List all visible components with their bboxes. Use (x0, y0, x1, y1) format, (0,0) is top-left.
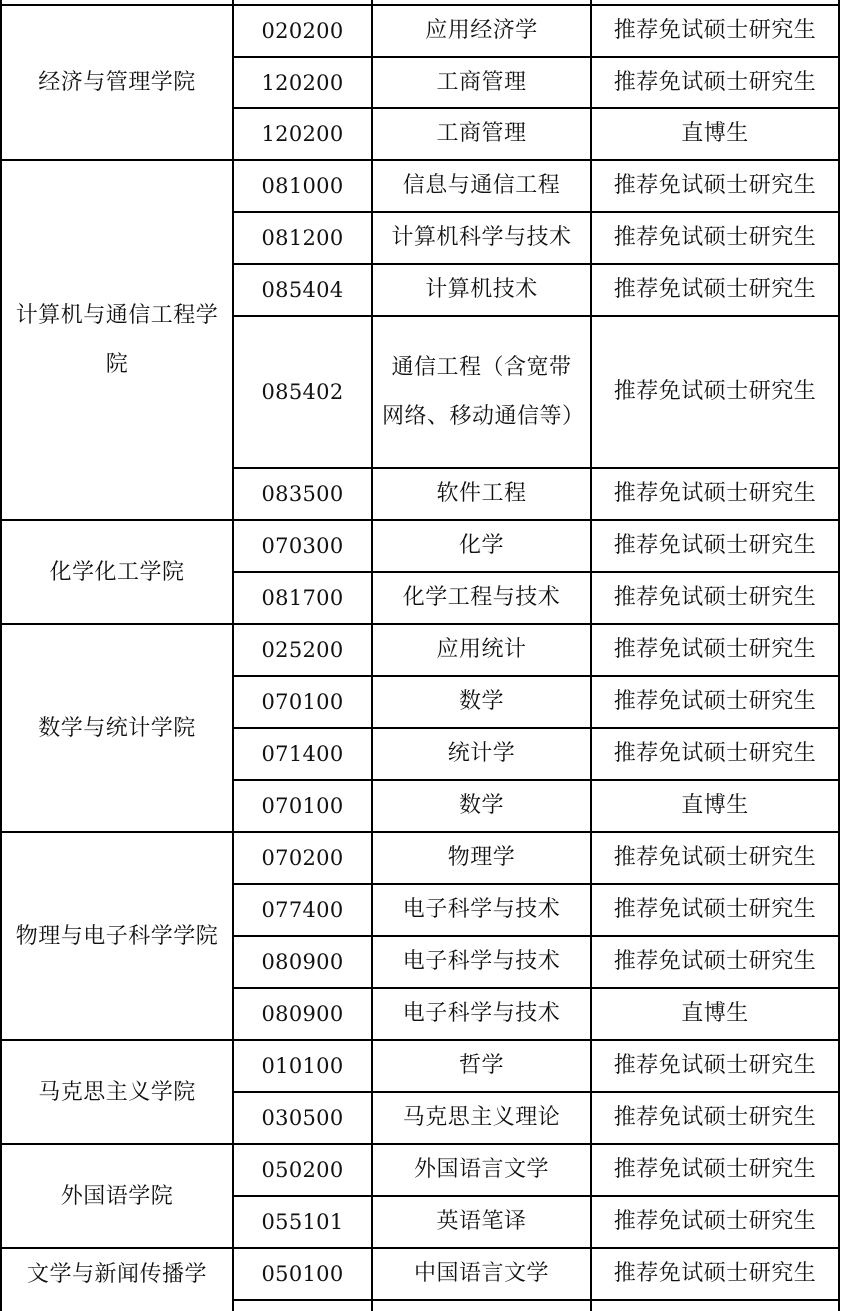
major-name-cell: 中国语言文学 (413, 1261, 549, 1286)
program-code-cell: 070300 (261, 534, 344, 558)
major-name-cell: 工商管理 (436, 69, 527, 95)
admission-type-cell: 推荐免试硕士研究生 (613, 689, 817, 714)
admission-type-cell: 推荐免试硕士研究生 (613, 637, 817, 662)
major-name-cell: 应用经济学 (425, 18, 538, 43)
program-code-cell: 120200 (261, 122, 344, 146)
grid-horizontal-line (233, 4, 839, 6)
program-code-cell: 071400 (261, 742, 344, 766)
major-name-cell: 数学 (458, 793, 504, 818)
admission-type-cell: 推荐免试硕士研究生 (613, 1261, 817, 1286)
college-name-cell: 马克思主义学院 (38, 1079, 196, 1105)
major-name-cell: 工商管理 (436, 121, 527, 146)
admission-type-cell: 推荐免试硕士研究生 (613, 741, 817, 766)
program-code-cell: 070100 (261, 690, 344, 714)
major-name-cell: 哲学 (458, 1053, 504, 1078)
grid-horizontal-line (233, 883, 839, 885)
admission-type-cell: 推荐免试硕士研究生 (613, 18, 817, 43)
major-name-cell: 英语笔译 (436, 1209, 527, 1234)
major-name-cell: 计算机科学与技术 (391, 225, 572, 250)
college-divider-line (1, 519, 233, 521)
admission-type-cell: 推荐免试硕士研究生 (613, 949, 817, 974)
college-name-cell: 计算机与通信工程学院 (15, 303, 219, 377)
grid-horizontal-line (233, 935, 839, 937)
grid-horizontal-line (233, 675, 839, 677)
major-name-cell: 物理学 (447, 845, 516, 870)
program-code-cell: 081200 (261, 226, 344, 250)
college-divider-line (1, 831, 233, 833)
admission-type-cell: 推荐免试硕士研究生 (613, 69, 817, 95)
grid-horizontal-line (233, 727, 839, 729)
admission-type-cell: 推荐免试硕士研究生 (613, 1157, 817, 1182)
college-name-cell: 外国语学院 (60, 1183, 174, 1209)
program-code-cell: 055101 (261, 1210, 344, 1234)
admission-type-cell: 推荐免试硕士研究生 (613, 481, 817, 506)
program-code-cell: 030500 (261, 1106, 344, 1130)
admission-type-cell: 直博生 (681, 793, 749, 818)
major-name-cell: 电子科学与技术 (402, 897, 561, 922)
grid-horizontal-line (233, 1195, 839, 1197)
admission-type-cell: 推荐免试硕士研究生 (613, 225, 817, 250)
college-divider-line (1, 159, 233, 161)
college-divider-line (1, 623, 233, 625)
grid-horizontal-line (233, 263, 839, 265)
program-code-cell: 050100 (261, 1262, 344, 1286)
college-name-cell: 文学与新闻传播学 (26, 1261, 207, 1287)
program-code-cell: 085404 (261, 278, 344, 302)
program-code-cell: 025200 (261, 638, 344, 662)
program-code-cell: 081000 (261, 174, 344, 198)
program-code-cell: 070100 (261, 794, 344, 818)
major-name-cell: 马克思主义理论 (402, 1105, 561, 1130)
grid-horizontal-line (233, 56, 839, 58)
major-name-cell: 应用统计 (436, 637, 527, 662)
admission-type-cell: 推荐免试硕士研究生 (613, 845, 817, 870)
major-name-cell: 电子科学与技术 (402, 949, 561, 974)
admission-type-cell: 直博生 (681, 1001, 749, 1026)
grid-horizontal-line (233, 987, 839, 989)
admission-type-cell: 推荐免试硕士研究生 (613, 173, 817, 198)
grid-horizontal-line (233, 831, 839, 833)
college-name-cell: 数学与统计学院 (38, 715, 196, 741)
major-name-cell: 化学工程与技术 (402, 585, 561, 610)
program-code-cell: 080900 (261, 950, 344, 974)
major-name-cell: 通信工程（含宽带网络、移动通信等） (382, 355, 585, 429)
admission-type-cell: 推荐免试硕士研究生 (613, 897, 817, 922)
grid-horizontal-line (233, 315, 839, 317)
grid-horizontal-line (233, 107, 839, 109)
grid-horizontal-line (233, 159, 839, 161)
admission-type-cell: 推荐免试硕士研究生 (613, 1053, 817, 1078)
program-code-cell: 070200 (261, 846, 344, 870)
college-divider-line (1, 1247, 233, 1249)
program-code-cell: 010100 (261, 1054, 344, 1078)
admission-type-cell: 推荐免试硕士研究生 (613, 277, 817, 302)
program-code-cell: 080900 (261, 1002, 344, 1026)
major-name-cell: 化学 (458, 533, 504, 558)
admission-type-cell: 推荐免试硕士研究生 (613, 533, 817, 558)
admission-type-cell: 推荐免试硕士研究生 (613, 1105, 817, 1130)
program-code-cell: 077400 (261, 898, 344, 922)
college-name-cell: 化学化工学院 (49, 559, 185, 585)
program-code-cell: 050200 (261, 1158, 344, 1182)
grid-horizontal-line (233, 467, 839, 469)
major-name-cell: 计算机技术 (425, 277, 538, 302)
college-name-cell: 物理与电子科学学院 (15, 923, 219, 949)
program-code-cell: 085402 (261, 380, 344, 404)
grid-horizontal-line (233, 1091, 839, 1093)
grid-horizontal-line (233, 1299, 839, 1301)
major-name-cell: 外国语言文学 (413, 1157, 549, 1182)
college-divider-line (1, 1143, 233, 1145)
admission-type-cell: 直博生 (681, 121, 749, 146)
admission-type-cell: 推荐免试硕士研究生 (613, 379, 817, 404)
program-code-cell: 120200 (261, 70, 344, 95)
major-name-cell: 电子科学与技术 (402, 1001, 561, 1026)
college-name-cell: 经济与管理学院 (38, 70, 196, 95)
grid-horizontal-line (233, 1143, 839, 1145)
program-code-cell: 083500 (261, 482, 344, 506)
college-divider-line (1, 4, 233, 6)
grid-horizontal-line (233, 623, 839, 625)
major-name-cell: 统计学 (447, 741, 516, 766)
program-code-cell: 020200 (261, 19, 344, 43)
major-name-cell: 软件工程 (436, 481, 527, 506)
grid-horizontal-line (233, 571, 839, 573)
admission-type-cell: 推荐免试硕士研究生 (613, 585, 817, 610)
grid-horizontal-line (233, 519, 839, 521)
major-name-cell: 信息与通信工程 (402, 173, 561, 198)
major-name-cell: 数学 (458, 689, 504, 714)
program-code-cell: 081700 (261, 586, 344, 610)
grid-horizontal-line (233, 779, 839, 781)
admission-type-cell: 推荐免试硕士研究生 (613, 1209, 817, 1234)
grid-horizontal-line (233, 1039, 839, 1041)
college-divider-line (1, 1039, 233, 1041)
grid-horizontal-line (233, 1247, 839, 1249)
grid-horizontal-line (233, 211, 839, 213)
